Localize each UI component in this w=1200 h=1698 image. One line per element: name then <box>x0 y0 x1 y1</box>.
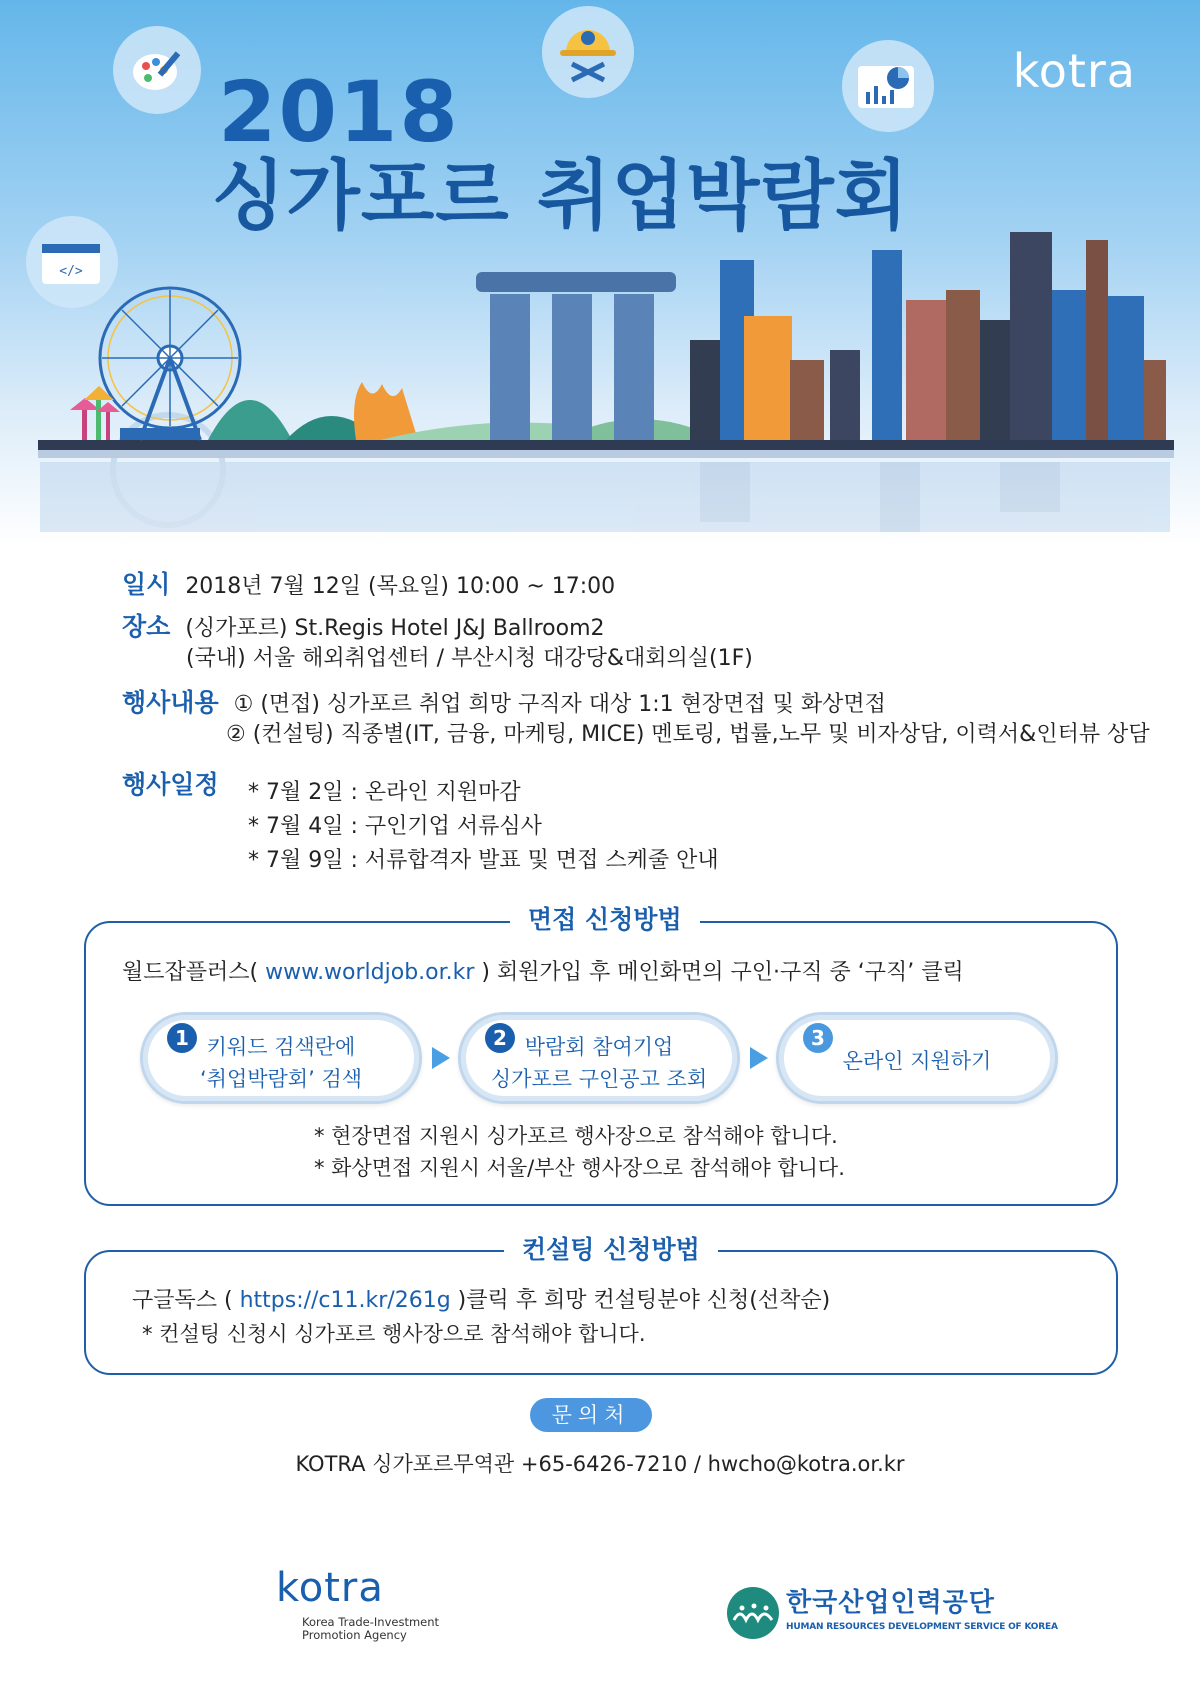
step-line: 키워드 검색란에 <box>206 1035 356 1059</box>
kotra-subtitle: Korea Trade-Investment Promotion Agency <box>302 1615 440 1643</box>
contact-info: KOTRA 싱가포르무역관 +65-6426-7210 / hwcho@kotra.or.kr <box>295 1452 905 1476</box>
interview-box-title: 면접 신청방법 <box>510 907 700 932</box>
contact-label: 문의처 <box>530 1398 652 1432</box>
worldjob-link[interactable]: www.worldjob.or.kr <box>258 960 482 985</box>
hrd-korea-subtitle: HUMAN RESOURCES DEVELOPMENT SERVICE OF KOREA <box>786 1622 1058 1632</box>
step-line: 온라인 지원하기 <box>842 1049 992 1073</box>
page-title: 싱가포르 취업박람회 <box>212 151 910 240</box>
marina-bay-sands <box>476 272 676 440</box>
interview-note: * 현장면접 지원시 싱가포르 행사장으로 참석해야 합니다. <box>314 1124 838 1148</box>
hrd-korea-logo-icon <box>726 1586 780 1640</box>
palette-icon <box>113 26 201 114</box>
schedule-item: * 7월 2일 : 온라인 지원마감 <box>248 780 521 805</box>
title-year: 2018 <box>218 63 460 161</box>
lotus-museum <box>354 382 418 440</box>
venue-line-1: (싱가포르) St.Regis Hotel J&J Ballroom2 <box>185 616 605 641</box>
venue-label: 장소 <box>122 612 171 641</box>
date-value: 2018년 7월 12일 (목요일) 10:00 ~ 17:00 <box>185 574 616 599</box>
step-number: 1 <box>167 1023 197 1053</box>
schedule-item: * 7월 9일 : 서류합격자 발표 및 면접 스케줄 안내 <box>248 848 719 873</box>
venue-line-2: (국내) 서울 해외취업센터 / 부산시청 대강당&대회의실(1F) <box>186 646 753 671</box>
chart-report-icon <box>842 40 934 132</box>
content-line-2: ② (컨설팅) 직종별(IT, 금융, 마케팅, MICE) 멘토링, 법률,노무 및 비자상담, 이력서&인터뷰 상담 <box>226 722 1150 747</box>
svg-text:</>: </> <box>59 264 83 279</box>
consulting-box-title: 컨설팅 신청방법 <box>504 1237 718 1262</box>
consulting-line: 구글독스 ( https://c11.kr/261g )클릭 후 희망 컨설팅분야 신청(선착순) <box>132 1288 831 1313</box>
consulting-note: * 컨설팅 신청시 싱가포르 행사장으로 참석해야 합니다. <box>142 1322 646 1346</box>
step-2-browse-jobs <box>458 1012 740 1104</box>
date-label: 일시 <box>122 570 171 599</box>
step-line: 싱가포르 구인공고 조회 <box>490 1067 708 1091</box>
step-line: 박람회 참여기업 <box>524 1035 674 1059</box>
city-towers <box>690 232 1166 440</box>
step-line: ‘취업박람회’ 검색 <box>199 1067 363 1091</box>
step-1-keyword-search <box>140 1012 422 1104</box>
content-line-1: ① (면접) 싱가포르 취업 희망 구직자 대상 1:1 현장면접 및 화상면접 <box>233 692 886 717</box>
supertrees <box>70 386 120 440</box>
date-row <box>122 572 615 598</box>
content-row <box>122 690 886 716</box>
engineer-icon <box>542 6 634 98</box>
interview-intro: 월드잡플러스( www.worldjob.or.kr ) 회원가입 후 메인화면의 구인·구직 중 ‘구직’ 클릭 <box>122 960 964 985</box>
google-docs-link[interactable]: https://c11.kr/261g <box>239 1288 451 1313</box>
step-number: 2 <box>485 1023 515 1053</box>
arrow-right-icon <box>432 1047 450 1069</box>
kotra-logo-bottom: kotra <box>276 1565 384 1611</box>
interview-note: * 화상면접 지원시 서울/부산 행사장으로 참석해야 합니다. <box>314 1156 845 1180</box>
hrd-korea-name: 한국산업인력공단 <box>786 1588 995 1618</box>
ferris-wheel <box>100 288 240 440</box>
venue-row <box>122 614 605 640</box>
schedule-label-row <box>122 772 227 798</box>
step-number: 3 <box>803 1023 833 1053</box>
schedule-label: 행사일정 <box>122 770 219 799</box>
schedule-item: * 7월 4일 : 구인기업 서류심사 <box>248 814 542 839</box>
ground-line <box>38 440 1174 450</box>
step-3-apply-online <box>776 1012 1058 1104</box>
hero-banner <box>0 0 1200 545</box>
content-label: 행사내용 <box>122 688 219 717</box>
kotra-logo-top: kotra <box>1012 44 1136 98</box>
arrow-right-icon <box>750 1047 768 1069</box>
code-window-icon <box>26 216 118 308</box>
